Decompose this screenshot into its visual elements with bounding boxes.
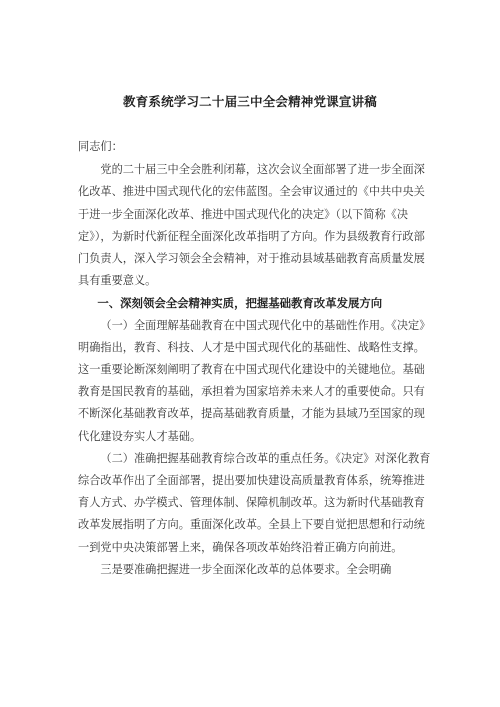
body-paragraph: 三是要准确把握进一步全面深化改革的总体要求。全会明确	[100, 562, 392, 576]
body-paragraph: 党的二十届三中全会胜利闭幕，这次会议全面部署了进一步全面深化改革、推进中国式现代化的宏伟蓝图。全会审议通过的《中共中央关于进一步全面深化改革、推进中国式现代化的决定》（以下简称《决定》），为新时代新征程全面深化改革指明了方向。作为县级教育行政部门负责人，深入学习领会全会精神，对于推动县域基础教育高质量发展具有重要意义。	[78, 163, 425, 288]
document-title: 教育系统学习二十届三中全会精神党课宣讲稿	[122, 94, 377, 109]
document-body	[78, 136, 432, 581]
section-heading: 一、深刻领会全会精神实质，把握基础教育改革发展方向	[97, 296, 383, 311]
body-paragraph: （一）全面理解基础教育在中国式现代化中的基础性作用。《决定》明确指出，教育、科技、人才是中国式现代化的基础性、战略性支撑。这一重要论断深刻阐明了教育在中国式现代化建设中的关键地位。基础教育是国民教育的基础，承担着为国家培养未来人才的重要使命。只有不断深化基础教育改革，提高基础教育质量，才能为县域乃至国家的现代化建设夯实人才基础。	[78, 318, 431, 443]
salutation: 同志们：	[78, 140, 123, 153]
body-paragraph: （二）准确把握基础教育综合改革的重点任务。《决定》对深化教育综合改革作出了全面部署，提出要加快建设高质量教育体系，统筹推进育人方式、办学模式、管理体制、保障机制改革。这为新时代基础教育改革发展指明了方向。重面深化改革。全县上下要自觉把思想和行动统一到党中央决策部署上来，确保各项改革始终沿着正确方向前进。	[78, 451, 431, 554]
